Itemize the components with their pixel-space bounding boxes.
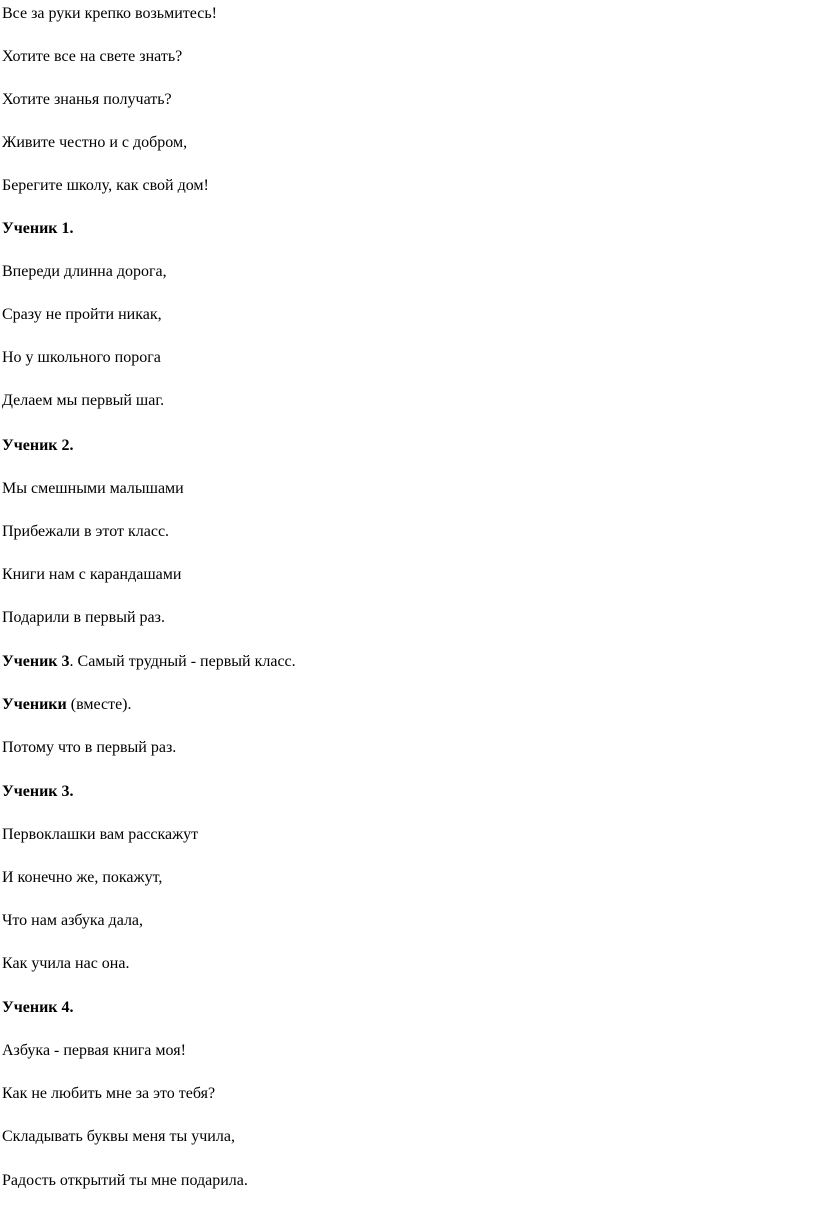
speaker-label: Ученик 4. <box>2 999 74 1016</box>
poem-line: Хотите все на свете знать? <box>2 48 183 65</box>
poem-line: Сразу не пройти никак, <box>2 306 162 323</box>
poem-line: Потому что в первый раз. <box>2 739 177 756</box>
poem-line: Делаем мы первый шаг. <box>2 392 165 409</box>
speaker-label: Ученик 1. <box>2 220 74 237</box>
poem-line: Книги нам с карандашами <box>2 566 182 583</box>
poem-line: Но у школьного порога <box>2 349 161 366</box>
poem-line: И конечно же, покажут, <box>2 869 163 886</box>
poem-line: Хотите знанья получать? <box>2 91 172 108</box>
poem-line: Складывать буквы меня ты учила, <box>2 1128 235 1145</box>
poem-line: Живите честно и с добром, <box>2 134 188 151</box>
speaker-label: Ученик 3. <box>2 783 74 800</box>
stage-direction: (вместе). <box>66 696 132 713</box>
poem-line: Первоклашки вам расскажут <box>2 826 199 843</box>
poem-line: Как не любить мне за это тебя? <box>2 1085 216 1102</box>
speaker-line <box>2 695 132 715</box>
poem-line: Мы смешными малышами <box>2 480 184 497</box>
poem-line: Берегите школу, как свой дом! <box>2 177 209 194</box>
poem-line: Что нам азбука дала, <box>2 912 144 929</box>
speaker-label: Ученики <box>2 696 67 713</box>
poem-line: . Самый трудный - первый класс. <box>69 653 296 670</box>
speaker-label: Ученик 2. <box>2 437 74 454</box>
speaker-line <box>2 652 296 672</box>
poem-line: Радость открытий ты мне подарила. <box>2 1172 248 1189</box>
speaker-label: Ученик 3 <box>2 653 70 670</box>
poem-line: Прибежали в этот класс. <box>2 523 170 540</box>
poem-line: Как учила нас она. <box>2 955 130 972</box>
poem-line: Все за руки крепко возьмитесь! <box>2 5 217 22</box>
poem-line: Впереди длинна дорога, <box>2 263 167 280</box>
poem-line: Азбука - первая книга моя! <box>2 1042 186 1059</box>
poem-line: Подарили в первый раз. <box>2 609 165 626</box>
